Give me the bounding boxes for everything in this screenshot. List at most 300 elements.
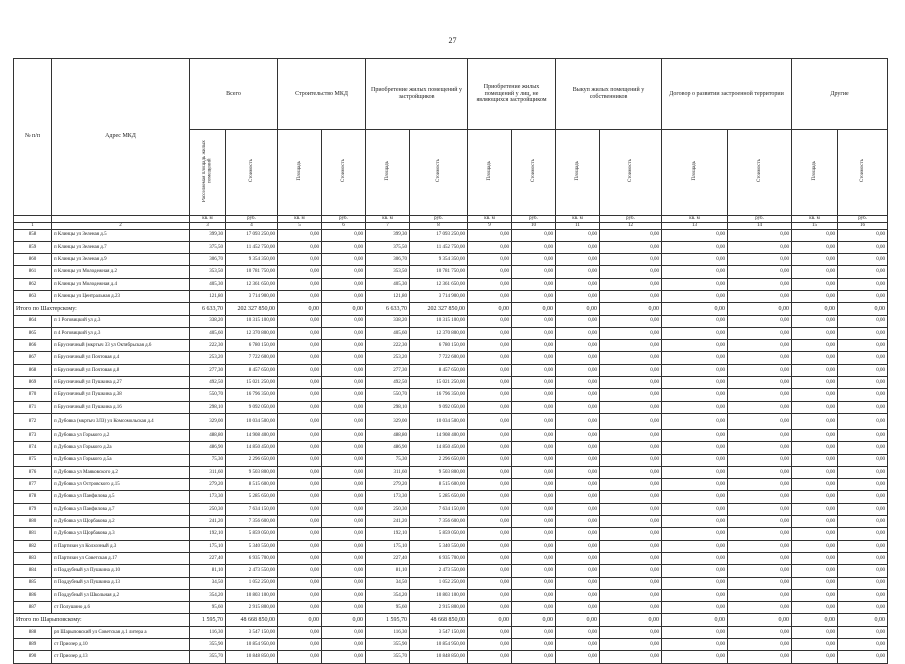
- value-cell: 14 850 450,00: [410, 442, 468, 454]
- table-row: [14, 540, 888, 552]
- value-cell: 16 796 350,00: [226, 389, 278, 401]
- value-cell: 0,00: [322, 442, 366, 454]
- subheader-area-settled: Расселяемая площадь жилых помещений: [190, 130, 226, 216]
- row-address: п Поддубный ул Пушкина д.13: [52, 577, 190, 589]
- value-cell: 0,00: [322, 278, 366, 290]
- value-cell: 0,00: [728, 491, 792, 503]
- value-cell: 0,00: [728, 442, 792, 454]
- value-cell: 0,00: [600, 577, 662, 589]
- subtotal-label: Итого по Шарыповскому:: [14, 614, 190, 626]
- value-cell: 12 370 800,00: [226, 327, 278, 339]
- value-cell: 0,00: [662, 442, 728, 454]
- value-cell: 0,00: [322, 577, 366, 589]
- value-cell: 0,00: [322, 303, 366, 315]
- value-cell: 0,00: [792, 466, 838, 478]
- row-number: 881: [14, 528, 52, 540]
- table-row: [14, 429, 888, 441]
- row-address: п Брусничный ул Почтовая д.8: [52, 364, 190, 376]
- value-cell: 0,00: [728, 454, 792, 466]
- value-cell: 0,00: [278, 589, 322, 601]
- value-cell: 338,20: [366, 315, 410, 327]
- value-cell: 0,00: [556, 389, 600, 401]
- subheader-area: Площадь: [662, 130, 728, 216]
- header-acq-nondev: Приобретение жилых помещений у лиц, не являющихся застройщиком: [468, 59, 556, 130]
- value-cell: 0,00: [600, 528, 662, 540]
- value-cell: 0,00: [838, 454, 888, 466]
- value-cell: 0,00: [728, 565, 792, 577]
- value-cell: 488,80: [366, 429, 410, 441]
- table-row: [14, 442, 888, 454]
- value-cell: 12 361 650,00: [226, 278, 278, 290]
- value-cell: 0,00: [468, 589, 512, 601]
- value-cell: 488,80: [190, 429, 226, 441]
- value-cell: 0,00: [662, 639, 728, 651]
- value-cell: 0,00: [468, 466, 512, 478]
- value-cell: 0,00: [600, 278, 662, 290]
- table-row: [14, 229, 888, 241]
- table-row: [14, 413, 888, 429]
- row-address: п Брусничный ул Почтовая д.4: [52, 352, 190, 364]
- row-address: п Дубовка ул Панфилова д.5: [52, 491, 190, 503]
- value-cell: 0,00: [512, 651, 556, 663]
- value-cell: 0,00: [512, 454, 556, 466]
- value-cell: 0,00: [838, 254, 888, 266]
- value-cell: 0,00: [556, 442, 600, 454]
- value-cell: 0,00: [556, 651, 600, 663]
- value-cell: 81,10: [366, 565, 410, 577]
- value-cell: 0,00: [556, 278, 600, 290]
- value-cell: 0,00: [600, 429, 662, 441]
- table-row: [14, 491, 888, 503]
- value-cell: 0,00: [556, 340, 600, 352]
- value-cell: 10 315 100,00: [410, 315, 468, 327]
- table-row: [14, 516, 888, 528]
- subheader-cost: Стоимость: [512, 130, 556, 216]
- value-cell: 222,30: [190, 340, 226, 352]
- value-cell: 0,00: [468, 651, 512, 663]
- value-cell: 0,00: [792, 626, 838, 638]
- value-cell: 0,00: [512, 528, 556, 540]
- row-number: 884: [14, 565, 52, 577]
- row-address: п Дубовка ул Маяковского д.2: [52, 466, 190, 478]
- value-cell: 0,00: [278, 241, 322, 253]
- value-cell: 0,00: [838, 389, 888, 401]
- value-cell: 0,00: [838, 565, 888, 577]
- page-number: 27: [448, 36, 457, 45]
- value-cell: 0,00: [838, 651, 888, 663]
- value-cell: 0,00: [322, 491, 366, 503]
- value-cell: 9 092 050,00: [410, 401, 468, 413]
- value-cell: 0,00: [662, 602, 728, 614]
- row-address: п Дубовка ул Панфилова д.7: [52, 503, 190, 515]
- value-cell: 0,00: [468, 516, 512, 528]
- value-cell: 15 021 250,00: [226, 377, 278, 389]
- row-number: 868: [14, 364, 52, 376]
- value-cell: 0,00: [838, 229, 888, 241]
- value-cell: 0,00: [792, 352, 838, 364]
- value-cell: 11 452 750,00: [410, 241, 468, 253]
- value-cell: 0,00: [792, 491, 838, 503]
- value-cell: 5 859 050,00: [226, 528, 278, 540]
- value-cell: 48 668 850,00: [410, 614, 468, 626]
- value-cell: 0,00: [728, 340, 792, 352]
- table-row: [14, 401, 888, 413]
- value-cell: 0,00: [556, 401, 600, 413]
- col-number: 4: [226, 222, 278, 229]
- value-cell: 0,00: [468, 614, 512, 626]
- table-row: [14, 466, 888, 478]
- value-cell: 0,00: [662, 401, 728, 413]
- value-cell: 0,00: [556, 516, 600, 528]
- value-cell: 10 034 500,00: [410, 413, 468, 429]
- value-cell: 279,20: [190, 479, 226, 491]
- subheader-area: Площадь: [468, 130, 512, 216]
- value-cell: 0,00: [662, 377, 728, 389]
- value-cell: 0,00: [792, 364, 838, 376]
- value-cell: 0,00: [278, 389, 322, 401]
- unit-cell: руб.: [600, 215, 662, 222]
- value-cell: 0,00: [322, 466, 366, 478]
- value-cell: 306,70: [190, 254, 226, 266]
- value-cell: 0,00: [278, 401, 322, 413]
- value-cell: 0,00: [600, 241, 662, 253]
- value-cell: 0,00: [278, 602, 322, 614]
- value-cell: 0,00: [468, 401, 512, 413]
- value-cell: 34,50: [366, 577, 410, 589]
- value-cell: 0,00: [728, 577, 792, 589]
- value-cell: 0,00: [322, 413, 366, 429]
- value-cell: 0,00: [600, 352, 662, 364]
- value-cell: 9 503 800,00: [226, 466, 278, 478]
- value-cell: 1 595,70: [190, 614, 226, 626]
- value-cell: 0,00: [278, 327, 322, 339]
- value-cell: 0,00: [792, 540, 838, 552]
- row-number: 860: [14, 254, 52, 266]
- value-cell: 0,00: [600, 401, 662, 413]
- value-cell: 0,00: [556, 352, 600, 364]
- value-cell: 0,00: [728, 639, 792, 651]
- value-cell: 0,00: [322, 479, 366, 491]
- value-cell: 0,00: [792, 241, 838, 253]
- value-cell: 0,00: [556, 315, 600, 327]
- value-cell: 0,00: [838, 602, 888, 614]
- value-cell: 0,00: [322, 503, 366, 515]
- value-cell: 0,00: [662, 229, 728, 241]
- value-cell: 0,00: [278, 266, 322, 278]
- header-address: Адрес МКД: [52, 59, 190, 216]
- value-cell: 8 515 600,00: [226, 479, 278, 491]
- col-number: 7: [366, 222, 410, 229]
- header-buyout: Выкуп жилых помещений у собственников: [556, 59, 662, 130]
- table-row: [14, 278, 888, 290]
- row-address: п Клинцы ул Зеленая д.9: [52, 254, 190, 266]
- value-cell: 0,00: [792, 614, 838, 626]
- value-cell: 0,00: [792, 229, 838, 241]
- value-cell: 0,00: [662, 528, 728, 540]
- value-cell: 48 668 850,00: [226, 614, 278, 626]
- row-address: ст Приозер д.10: [52, 639, 190, 651]
- value-cell: 0,00: [278, 364, 322, 376]
- value-cell: 0,00: [468, 639, 512, 651]
- value-cell: 0,00: [792, 315, 838, 327]
- value-cell: 0,00: [322, 626, 366, 638]
- value-cell: 0,00: [662, 565, 728, 577]
- value-cell: 0,00: [468, 503, 512, 515]
- row-number: 863: [14, 290, 52, 302]
- value-cell: 0,00: [728, 651, 792, 663]
- value-cell: 0,00: [838, 614, 888, 626]
- table-row: [14, 639, 888, 651]
- value-cell: 0,00: [662, 303, 728, 315]
- col-number: 2: [52, 222, 190, 229]
- value-cell: 0,00: [728, 413, 792, 429]
- value-cell: 0,00: [278, 442, 322, 454]
- value-cell: 0,00: [728, 290, 792, 302]
- value-cell: 6 780 150,00: [226, 340, 278, 352]
- row-number: 883: [14, 552, 52, 564]
- table-row: [14, 528, 888, 540]
- value-cell: 175,10: [366, 540, 410, 552]
- table-row: [14, 364, 888, 376]
- col-number: 5: [278, 222, 322, 229]
- value-cell: 0,00: [792, 254, 838, 266]
- value-cell: 0,00: [728, 602, 792, 614]
- value-cell: 0,00: [600, 340, 662, 352]
- value-cell: 0,00: [512, 254, 556, 266]
- value-cell: 0,00: [468, 565, 512, 577]
- value-cell: 253,20: [366, 352, 410, 364]
- value-cell: 486,90: [366, 442, 410, 454]
- value-cell: 0,00: [792, 565, 838, 577]
- value-cell: 0,00: [278, 577, 322, 589]
- row-number: 865: [14, 327, 52, 339]
- value-cell: 0,00: [512, 503, 556, 515]
- row-address: п Дубовка (мкртыч 3ЛЗ) ул Комсомольская д.4: [52, 413, 190, 429]
- value-cell: 0,00: [792, 266, 838, 278]
- value-cell: 0,00: [556, 528, 600, 540]
- table-row: [14, 315, 888, 327]
- value-cell: 0,00: [838, 413, 888, 429]
- value-cell: 0,00: [600, 327, 662, 339]
- subheader-area: Площадь: [366, 130, 410, 216]
- unit-cell: кв. м: [556, 215, 600, 222]
- row-address: п Дубовка ул Щорбакова д.3: [52, 528, 190, 540]
- value-cell: 0,00: [600, 552, 662, 564]
- value-cell: 354,20: [366, 589, 410, 601]
- value-cell: 329,00: [190, 413, 226, 429]
- value-cell: 2 915 800,00: [410, 602, 468, 614]
- value-cell: 0,00: [556, 552, 600, 564]
- value-cell: 0,00: [322, 565, 366, 577]
- value-cell: 0,00: [838, 278, 888, 290]
- row-address: п Дубовка ул Горького д.2: [52, 429, 190, 441]
- value-cell: 0,00: [792, 278, 838, 290]
- value-cell: 298,10: [190, 401, 226, 413]
- row-number: 874: [14, 442, 52, 454]
- value-cell: 0,00: [512, 540, 556, 552]
- value-cell: 0,00: [728, 552, 792, 564]
- unit-cell: кв. м: [278, 215, 322, 222]
- value-cell: 95,60: [190, 602, 226, 614]
- value-cell: 0,00: [600, 229, 662, 241]
- value-cell: 0,00: [468, 413, 512, 429]
- value-cell: 0,00: [468, 303, 512, 315]
- value-cell: 12 361 650,00: [410, 278, 468, 290]
- value-cell: 399,30: [190, 229, 226, 241]
- value-cell: 7 722 600,00: [226, 352, 278, 364]
- row-number: 888: [14, 626, 52, 638]
- value-cell: 0,00: [728, 516, 792, 528]
- row-number: 871: [14, 401, 52, 413]
- value-cell: 0,00: [792, 401, 838, 413]
- value-cell: 0,00: [662, 516, 728, 528]
- value-cell: 227,40: [190, 552, 226, 564]
- value-cell: 9 503 800,00: [410, 466, 468, 478]
- value-cell: 0,00: [838, 528, 888, 540]
- value-cell: 0,00: [838, 429, 888, 441]
- header-total: Всего: [190, 59, 278, 130]
- value-cell: 0,00: [662, 491, 728, 503]
- value-cell: 0,00: [662, 278, 728, 290]
- value-cell: 0,00: [278, 315, 322, 327]
- table-row: [14, 503, 888, 515]
- value-cell: 0,00: [600, 266, 662, 278]
- value-cell: 2 296 650,00: [226, 454, 278, 466]
- value-cell: 405,60: [366, 327, 410, 339]
- value-cell: 329,00: [366, 413, 410, 429]
- value-cell: 12 370 800,00: [410, 327, 468, 339]
- value-cell: 0,00: [838, 327, 888, 339]
- row-address: п Брусничный ул Пушкина д.38: [52, 389, 190, 401]
- value-cell: 0,00: [792, 340, 838, 352]
- value-cell: 6 935 700,00: [226, 552, 278, 564]
- row-address: п Клинцы ул Молодежная д.2: [52, 266, 190, 278]
- value-cell: 0,00: [728, 479, 792, 491]
- value-cell: 0,00: [512, 479, 556, 491]
- col-number: 11: [556, 222, 600, 229]
- value-cell: 0,00: [728, 626, 792, 638]
- value-cell: 0,00: [322, 377, 366, 389]
- value-cell: 0,00: [728, 278, 792, 290]
- value-cell: 0,00: [512, 577, 556, 589]
- value-cell: 0,00: [600, 491, 662, 503]
- value-cell: 75,30: [366, 454, 410, 466]
- value-cell: 0,00: [556, 614, 600, 626]
- value-cell: 0,00: [512, 303, 556, 315]
- value-cell: 0,00: [728, 229, 792, 241]
- col-number: 12: [600, 222, 662, 229]
- value-cell: 95,60: [366, 602, 410, 614]
- value-cell: 0,00: [728, 401, 792, 413]
- row-address: п Брусничный ул Пушкина д.16: [52, 401, 190, 413]
- value-cell: 0,00: [556, 327, 600, 339]
- value-cell: 0,00: [728, 377, 792, 389]
- subtotal-row: [14, 614, 888, 626]
- value-cell: 9 354 350,00: [226, 254, 278, 266]
- value-cell: 0,00: [512, 516, 556, 528]
- value-cell: 6 633,70: [366, 303, 410, 315]
- value-cell: 0,00: [600, 466, 662, 478]
- value-cell: 492,50: [190, 377, 226, 389]
- col-number: 15: [792, 222, 838, 229]
- value-cell: 0,00: [556, 540, 600, 552]
- value-cell: 0,00: [728, 589, 792, 601]
- value-cell: 0,00: [322, 639, 366, 651]
- value-cell: 0,00: [792, 389, 838, 401]
- value-cell: 311,60: [190, 466, 226, 478]
- value-cell: 0,00: [556, 479, 600, 491]
- value-cell: 5 285 650,00: [410, 491, 468, 503]
- table-row: [14, 626, 888, 638]
- value-cell: 14 908 400,00: [410, 429, 468, 441]
- value-cell: 0,00: [278, 429, 322, 441]
- value-cell: 0,00: [662, 254, 728, 266]
- value-cell: 10 803 100,00: [226, 589, 278, 601]
- value-cell: 1 595,70: [366, 614, 410, 626]
- value-cell: 0,00: [600, 602, 662, 614]
- value-cell: 0,00: [322, 290, 366, 302]
- value-cell: 375,50: [366, 241, 410, 253]
- row-address: п Клинцы ул Молодежная д.4: [52, 278, 190, 290]
- value-cell: 0,00: [322, 401, 366, 413]
- value-cell: 0,00: [728, 466, 792, 478]
- value-cell: 0,00: [838, 401, 888, 413]
- unit-cell: руб.: [512, 215, 556, 222]
- value-cell: 241,20: [366, 516, 410, 528]
- value-cell: 0,00: [662, 589, 728, 601]
- table-row: [14, 389, 888, 401]
- value-cell: 0,00: [662, 290, 728, 302]
- value-cell: 0,00: [728, 266, 792, 278]
- value-cell: 192,10: [190, 528, 226, 540]
- value-cell: 0,00: [468, 602, 512, 614]
- value-cell: 0,00: [322, 340, 366, 352]
- value-cell: 0,00: [468, 442, 512, 454]
- value-cell: 250,30: [366, 503, 410, 515]
- value-cell: 10 854 950,00: [410, 639, 468, 651]
- value-cell: 0,00: [838, 315, 888, 327]
- value-cell: 0,00: [512, 352, 556, 364]
- value-cell: 0,00: [792, 327, 838, 339]
- table-row: [14, 479, 888, 491]
- value-cell: 0,00: [838, 266, 888, 278]
- value-cell: 0,00: [278, 639, 322, 651]
- value-cell: 0,00: [468, 577, 512, 589]
- value-cell: 0,00: [512, 589, 556, 601]
- header-build: Строительство МКД: [278, 59, 366, 130]
- value-cell: 0,00: [278, 528, 322, 540]
- value-cell: 173,30: [190, 491, 226, 503]
- value-cell: 311,60: [366, 466, 410, 478]
- value-cell: 75,30: [190, 454, 226, 466]
- col-number: 16: [838, 222, 888, 229]
- value-cell: 0,00: [838, 516, 888, 528]
- value-cell: 0,00: [278, 552, 322, 564]
- value-cell: 15 021 250,00: [410, 377, 468, 389]
- row-number: 864: [14, 315, 52, 327]
- value-cell: 3 714 900,00: [410, 290, 468, 302]
- value-cell: 0,00: [278, 254, 322, 266]
- value-cell: 0,00: [322, 352, 366, 364]
- value-cell: 14 850 450,00: [226, 442, 278, 454]
- value-cell: 17 093 250,00: [226, 229, 278, 241]
- value-cell: 0,00: [838, 442, 888, 454]
- row-number: 889: [14, 639, 52, 651]
- row-number: 869: [14, 377, 52, 389]
- value-cell: 2 296 650,00: [410, 454, 468, 466]
- value-cell: 0,00: [468, 364, 512, 376]
- value-cell: 0,00: [600, 377, 662, 389]
